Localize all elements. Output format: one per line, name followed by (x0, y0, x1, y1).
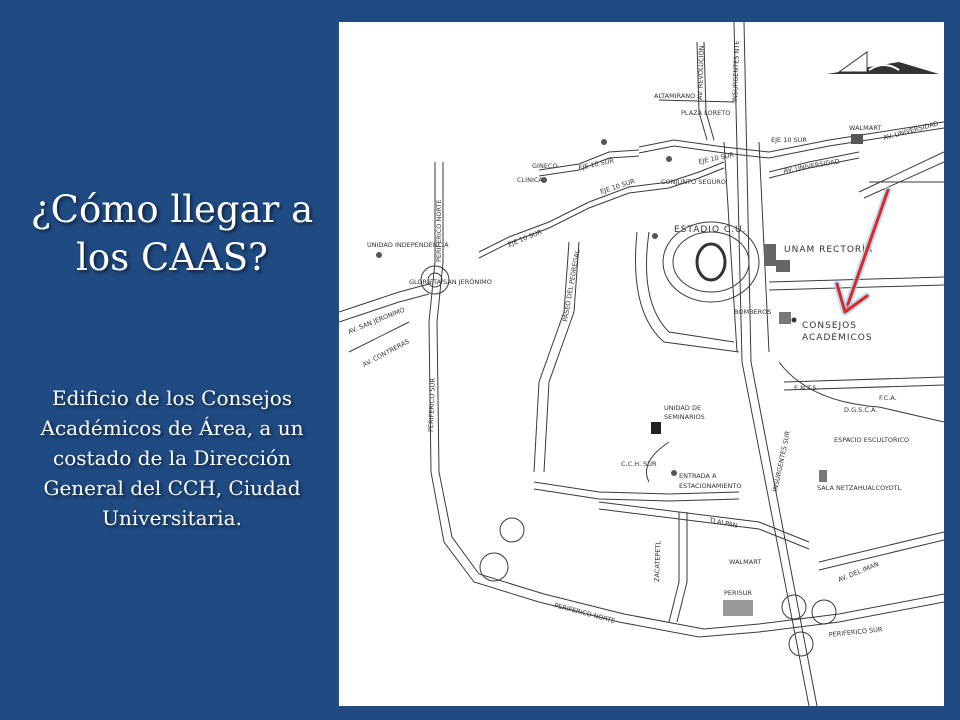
label-eje10-3: EJE 10 SUR (599, 177, 636, 196)
label-av-contreras: AV. CONTRERAS (361, 337, 411, 369)
label-dgsca: D.G.S.C.A. (844, 406, 878, 414)
label-av-san-jeronimo: AV. SAN JERONIMO (346, 305, 406, 336)
slide-title: ¿Cómo llegar a los CAAS? (30, 188, 314, 279)
label-insurgentes-sur: INSURGENTES SUR (771, 430, 792, 493)
label-periferico-norte-bottom: PERIFERICO NORTE (553, 601, 616, 626)
campus-map (339, 22, 944, 706)
label-walmart-bottom: WALMART (729, 558, 762, 566)
label-unam-rectoria: UNAM RECTORÍA (784, 245, 873, 255)
label-periferico-norte-top: PERIFERICO NORTE (435, 199, 443, 262)
label-perisur: PERISUR (724, 589, 752, 597)
label-eje10-2: EJE 10 SUR (697, 150, 735, 166)
label-sala: SALA NETZAHUALCOYOTL (817, 484, 902, 492)
label-av-universidad-2: AV. UNIVERSIDAD (782, 157, 841, 175)
label-av-universidad-1: AV. UNIVERSIDAD (882, 119, 940, 142)
north-symbol-icon (827, 52, 939, 74)
label-unidad-independencia: UNIDAD INDEPENDENCIA (367, 241, 449, 249)
label-ents: E.N.T.S. (794, 384, 819, 392)
label-eje10-1: EJE 10 SUR (771, 136, 807, 144)
label-gineco: GINECO (532, 162, 558, 170)
label-consejos: CONSEJOS (802, 321, 857, 331)
label-conjunto: CONJUNTO SEGURO (661, 178, 726, 186)
label-zacatepetl: ZACATEPETL (653, 540, 663, 583)
label-unidad-seminarios-1: UNIDAD DE (664, 404, 702, 412)
label-periferico-sur-left: PERIFERICO SUR (427, 377, 437, 433)
label-altamirano: ALTAMIRANO (654, 92, 696, 100)
label-bomberos: BOMBEROS (734, 308, 772, 316)
label-plaza-loreto: PLAZA LORETO (681, 109, 731, 117)
label-av-del-iman: AV. DEL IMAN (836, 560, 880, 584)
label-entrada-2: ESTACIONAMIENTO (679, 482, 742, 490)
label-academicos: ACADÉMICOS (802, 333, 873, 343)
label-unidad-seminarios-2: SEMINARIOS (664, 413, 705, 421)
slide-subtitle: Edificio de los Consejos Académicos de Área, a un costado de la Dirección General del CCH, Ciudad Universitaria. (40, 386, 304, 530)
label-clinica: CLINICA (517, 176, 543, 184)
label-espacio: ESPACIO ESCULTORICO (834, 436, 910, 444)
label-estadio: ESTADIO C.U. (674, 225, 747, 235)
label-eje10-5: EJE 10 SUR (506, 227, 544, 249)
label-eje10-4: EJE 10 SUR (577, 156, 615, 172)
label-entrada-1: ENTRADA A (679, 472, 717, 480)
label-fca: F.C.A. (879, 394, 897, 402)
label-glorieta: GLORIETA SAN JERÓNIMO (409, 278, 492, 286)
label-paseo-pedregal: PASEO DEL PEDREGAL (561, 249, 582, 323)
label-periferico-sur-bottom: PERIFERICO SUR (828, 625, 883, 639)
label-tlalpan: TLALPAN (708, 516, 739, 530)
label-av-revolucion: AV. REVOLUCIÓN (696, 45, 706, 101)
map-svg (339, 22, 944, 706)
label-walmart-top: WALMART (849, 124, 882, 132)
map-labels (347, 40, 940, 639)
label-cch-sur: C.C.H. SUR (621, 460, 657, 468)
label-insurgentes-nte: INSURGENTES NTE (731, 40, 742, 103)
buildings (376, 134, 863, 616)
